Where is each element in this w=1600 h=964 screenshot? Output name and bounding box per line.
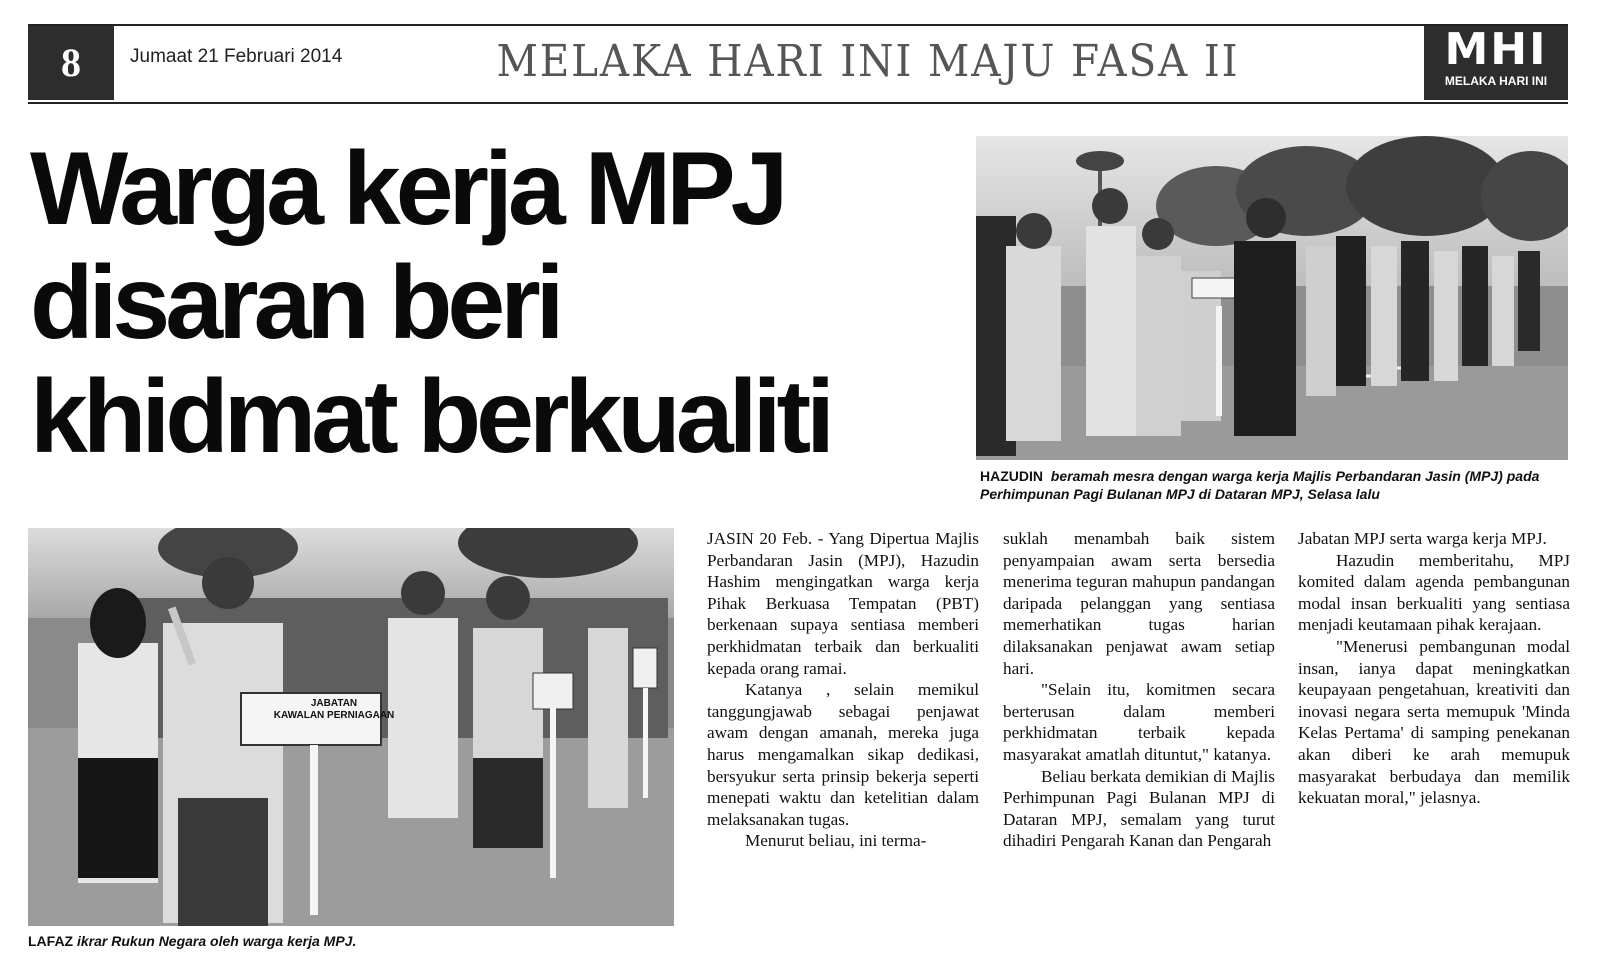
logo-text: MELAKA HARI INI (1444, 74, 1548, 88)
headline (30, 132, 950, 474)
photo-pledge (28, 528, 674, 926)
caption-text: ikrar Rukun Negara oleh warga kerja MPJ. (77, 933, 357, 949)
caption-lead: HAZUDIN (980, 468, 1043, 484)
paragraph: Katanya , selain memikul tanggungjawab sebagai penjawat awam dengan amanah, mereka juga harus mengamalkan sikap dedikasi, bersyukur serta prinsip bekerja seperti menepati waktu dan ketelitian dalam melaksanakan tugas. (707, 680, 979, 829)
sign-line-1: JABATAN (310, 698, 358, 709)
paragraph: suklah menambah baik sistem penyampaian awam serta bersedia menerima teguran mahupun pandangan daripada pelanggan yang sentiasa memerhatikan tugas harian dilaksanakan penjawat awam setiap hari. (1003, 529, 1275, 678)
paragraph: Hazudin memberitahu, MPJ komited dalam agenda pembangunan modal insan berkualiti yang sentiasa menjadi keutamaan pihak kerajaan. (1298, 550, 1570, 635)
paragraph: Menurut beliau, ini terma- (745, 831, 927, 851)
top-photo-caption (980, 467, 1568, 503)
paragraph: Jabatan MPJ serta warga kerja MPJ. (1298, 529, 1547, 548)
photo-sign-label (266, 698, 402, 722)
mhi-logo (1424, 26, 1568, 100)
logo-mark: MHI (1444, 24, 1548, 75)
article-column-1 (707, 528, 979, 852)
article-column-3 (1298, 528, 1570, 809)
article-column-2 (1003, 528, 1275, 852)
paragraph: JASIN 20 Feb. - Yang Dipertua Majlis Perbandaran Jasin (MPJ), Hazudin Hashim mengingatkan warga kerja Pihak Berkuasa Tempatan (PBT) berkenaan supaya sentiasa memberi perkhidmatan terbaik dan berkualiti kepada orang ramai. (707, 529, 979, 678)
caption-text: beramah mesra dengan warga kerja Majlis Perbandaran Jasin (MPJ) pada Perhimpunan Pagi Bulanan MPJ di Dataran MPJ, Selasa lalu (980, 468, 1540, 502)
left-photo-caption (28, 932, 668, 950)
headline-line: khidmat berkualiti (30, 359, 830, 475)
paragraph: "Menerusi pembangunan modal insan, ianya dapat meningkatkan keupayaan pengetahuan, kreativiti dan inovasi negara serta memupuk 'Minda Kelas Pertama' di samping penekanan akan diberi ke arah memupuk masyarakat berbudaya dan memilik kekuatan moral," jelasnya. (1298, 636, 1570, 808)
sign-line-2: KAWALAN PERNIAGAAN (273, 710, 395, 721)
caption-lead: LAFAZ (28, 933, 74, 949)
headline-line: Warga kerja MPJ (30, 131, 784, 247)
issue-date: Jumaat 21 Februari 2014 (130, 46, 343, 67)
paragraph: Beliau berkata demikian di Majlis Perhimpunan Pagi Bulanan MPJ di Dataran MPJ, semalam yang turut dihadiri Pengarah Kanan dan Pengarah (1003, 766, 1275, 851)
page-number: 8 (28, 26, 114, 100)
photo-handshake (976, 136, 1568, 460)
section-masthead: MELAKA HARI INI MAJU FASA II (496, 36, 1240, 87)
paragraph: "Selain itu, komitmen secara berterusan dalam memberi perkhidmatan terbaik kepada masyarakat amatlah dituntut," katanya. (1003, 680, 1275, 764)
headline-line: disaran beri (30, 245, 560, 361)
